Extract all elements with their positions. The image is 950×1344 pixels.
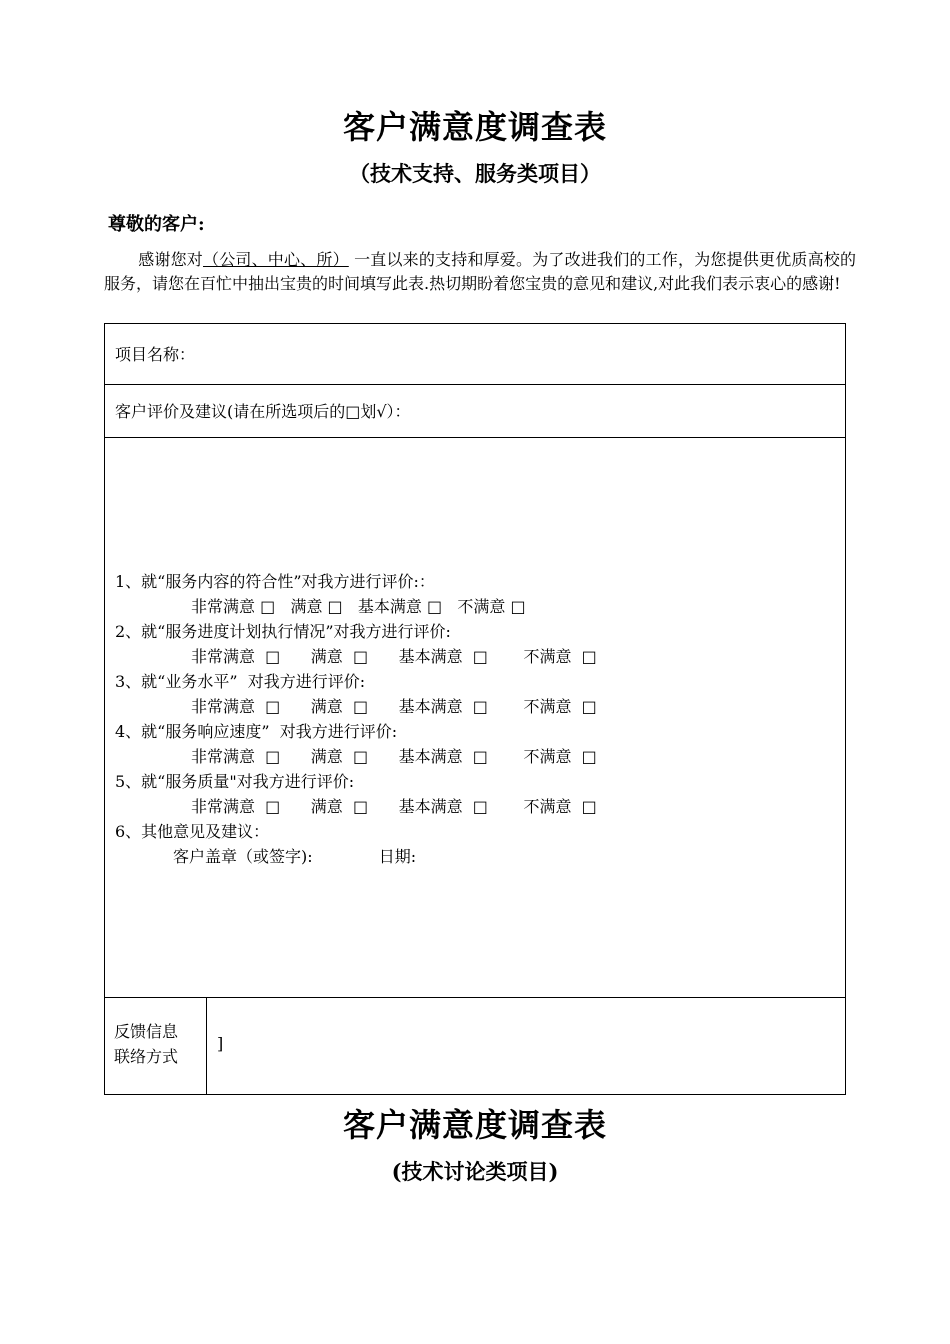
survey-form-table	[104, 323, 846, 1095]
question-3: 3、就“业务水平” 对我方进行评价:	[115, 672, 366, 691]
question-1-options[interactable]: 非常满意 □ 满意 □ 基本满意 □ 不满意 □	[191, 597, 526, 616]
question-4: 4、就“服务响应速度” 对我方进行评价:	[115, 722, 398, 741]
greeting: 尊敬的客户:	[108, 214, 205, 235]
intro-blank: （公司、中心、所）	[203, 250, 349, 269]
second-page-subtitle: (技术讨论类项目)	[391, 1159, 559, 1184]
project-name-row	[105, 324, 845, 385]
question-5-options[interactable]: 非常满意 □ 满意 □ 基本满意 □ 不满意 □	[191, 797, 597, 816]
evaluation-row	[105, 385, 845, 438]
question-4-options[interactable]: 非常满意 □ 满意 □ 基本满意 □ 不满意 □	[191, 747, 597, 766]
intro-prefix: 感谢您对	[138, 250, 203, 269]
second-page-title: 客户满意度调查表	[342, 1106, 607, 1144]
questions-cell	[105, 438, 845, 998]
evaluation-label: 客户评价及建议(请在所选项后的□划√）：	[115, 402, 411, 421]
feedback-label-cell	[105, 997, 207, 1094]
question-3-options[interactable]: 非常满意 □ 满意 □ 基本满意 □ 不满意 □	[191, 697, 597, 716]
question-5: 5、就“服务质量"对我方进行评价:	[115, 772, 355, 791]
intro-paragraph	[104, 248, 856, 296]
project-name-label: 项目名称：	[115, 345, 196, 364]
question-6: 6、其他意见及建议：	[115, 822, 270, 841]
signature-line: 客户盖章（或签字): 日期:	[173, 847, 417, 866]
question-2-options[interactable]: 非常满意 □ 满意 □ 基本满意 □ 不满意 □	[191, 647, 597, 666]
intro-rest: 一直以来的支持和厚爱。为了改进我们的工作，为您提供更优质高校的服务，请您在百忙中抽出宝贵的时间填写此表.热切期盼着您宝贵的意见和建议,对此我们表示衷心的感谢!	[104, 250, 856, 293]
page-title: 客户满意度调查表	[342, 108, 607, 146]
feedback-label-line-2: 联络方式	[114, 1047, 179, 1066]
question-2: 2、就“服务进度计划执行情况”对我方进行评价:	[115, 622, 451, 641]
question-1: 1、就“服务内容的符合性”对我方进行评价:：	[115, 572, 435, 591]
feedback-label-line-1: 反馈信息	[114, 1022, 179, 1041]
page-subtitle: （技术支持、服务类项目）	[349, 161, 601, 186]
feedback-value[interactable]: ]	[217, 1034, 224, 1053]
